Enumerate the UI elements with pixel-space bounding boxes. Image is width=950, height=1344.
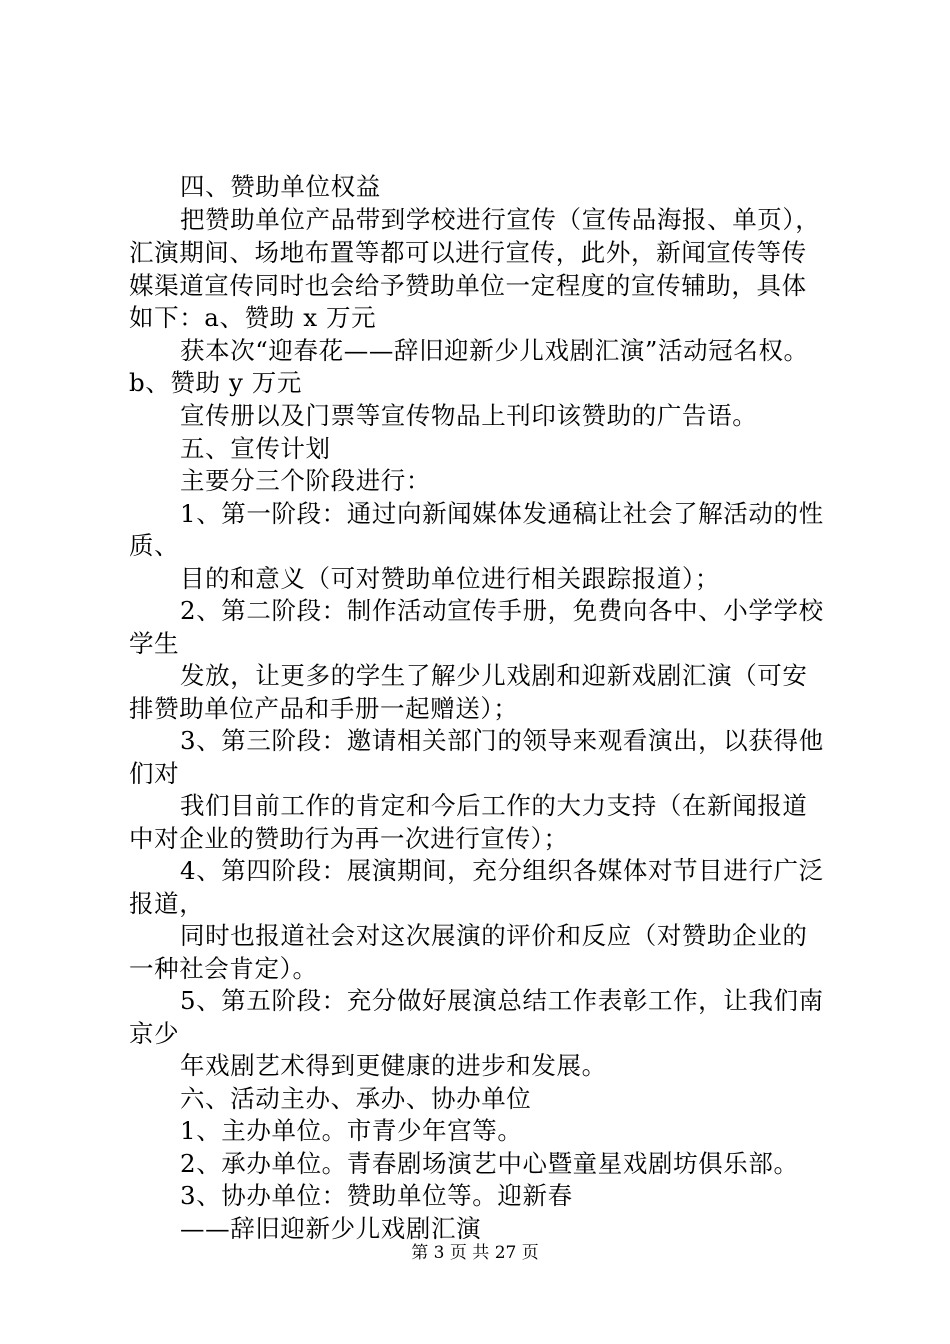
list-item-line: 2、承办单位。青春剧场演艺中心暨童星戏剧坊俱乐部。 [180,1149,799,1178]
list-item-line: 京少 [129,1019,180,1048]
paragraph-line: ——辞旧迎新少儿戏剧汇演 [180,1214,482,1243]
list-item-line: 我们目前工作的肯定和今后工作的大力支持（在新闻报道 [180,791,808,820]
paragraph-line: 主要分三个阶段进行： [180,466,431,495]
list-item-line: 5、第五阶段：充分做好展演总结工作表彰工作，让我们南 [180,986,824,1015]
list-item-line: 2、第二阶段：制作活动宣传手册，免费向各中、小学学校 [180,596,824,625]
list-item-line: 1、主办单位。市青少年宫等。 [180,1116,523,1145]
list-item-line: 年戏剧艺术得到更健康的进步和发展。 [180,1051,607,1080]
paragraph-line: 如下：a、赞助 x 万元 [129,303,377,332]
list-item-line: 们对 [129,759,180,788]
section-heading-organizers: 六、活动主办、承办、协办单位 [180,1084,532,1113]
list-item-line: 质、 [129,531,180,560]
paragraph-line: b、赞助 y 万元 [129,368,302,397]
list-item-line: 报道， [129,889,205,918]
list-item-line: 4、第四阶段：展演期间，充分组织各媒体对节目进行广泛 [180,856,824,885]
list-item-line: 一种社会肯定）。 [129,954,318,983]
paragraph-line: 汇演期间、场地布置等都可以进行宣传，此外，新闻宣传等传 [129,238,807,267]
paragraph-line: 把赞助单位产品带到学校进行宣传（宣传品海报、单页）， [180,205,821,234]
list-item-line: 中对企业的赞助行为再一次进行宣传）； [129,824,569,853]
list-item-line: 3、第三阶段：邀请相关部门的领导来观看演出，以获得他 [180,726,824,755]
list-item-line: 同时也报道社会对这次展演的评价和反应（对赞助企业的 [180,921,808,950]
list-item-line: 目的和意义（可对赞助单位进行相关跟踪报道）； [180,564,720,593]
section-heading-publicity-plan: 五、宣传计划 [180,434,331,463]
list-item-line: 排赞助单位产品和手册一起赠送）； [129,694,519,723]
page-number-footer: 第 3 页 共 27 页 [411,1243,539,1263]
list-item-line: 3、协办单位：赞助单位等。迎新春 [180,1181,573,1210]
list-item-line: 发放，让更多的学生了解少儿戏剧和迎新戏剧汇演（可安 [180,661,808,690]
section-heading-sponsor-rights: 四、赞助单位权益 [180,172,381,201]
list-item-line: 1、第一阶段：通过向新闻媒体发通稿让社会了解活动的性 [180,499,824,528]
paragraph-line: 媒渠道宣传同时也会给予赞助单位一定程度的宣传辅助，具体 [129,271,807,300]
list-item-line: 学生 [129,629,180,658]
paragraph-line: 获本次“迎春花——辞旧迎新少儿戏剧汇演”活动冠名权。 [180,336,809,365]
paragraph-line: 宣传册以及门票等宣传物品上刊印该赞助的广告语。 [180,401,758,430]
